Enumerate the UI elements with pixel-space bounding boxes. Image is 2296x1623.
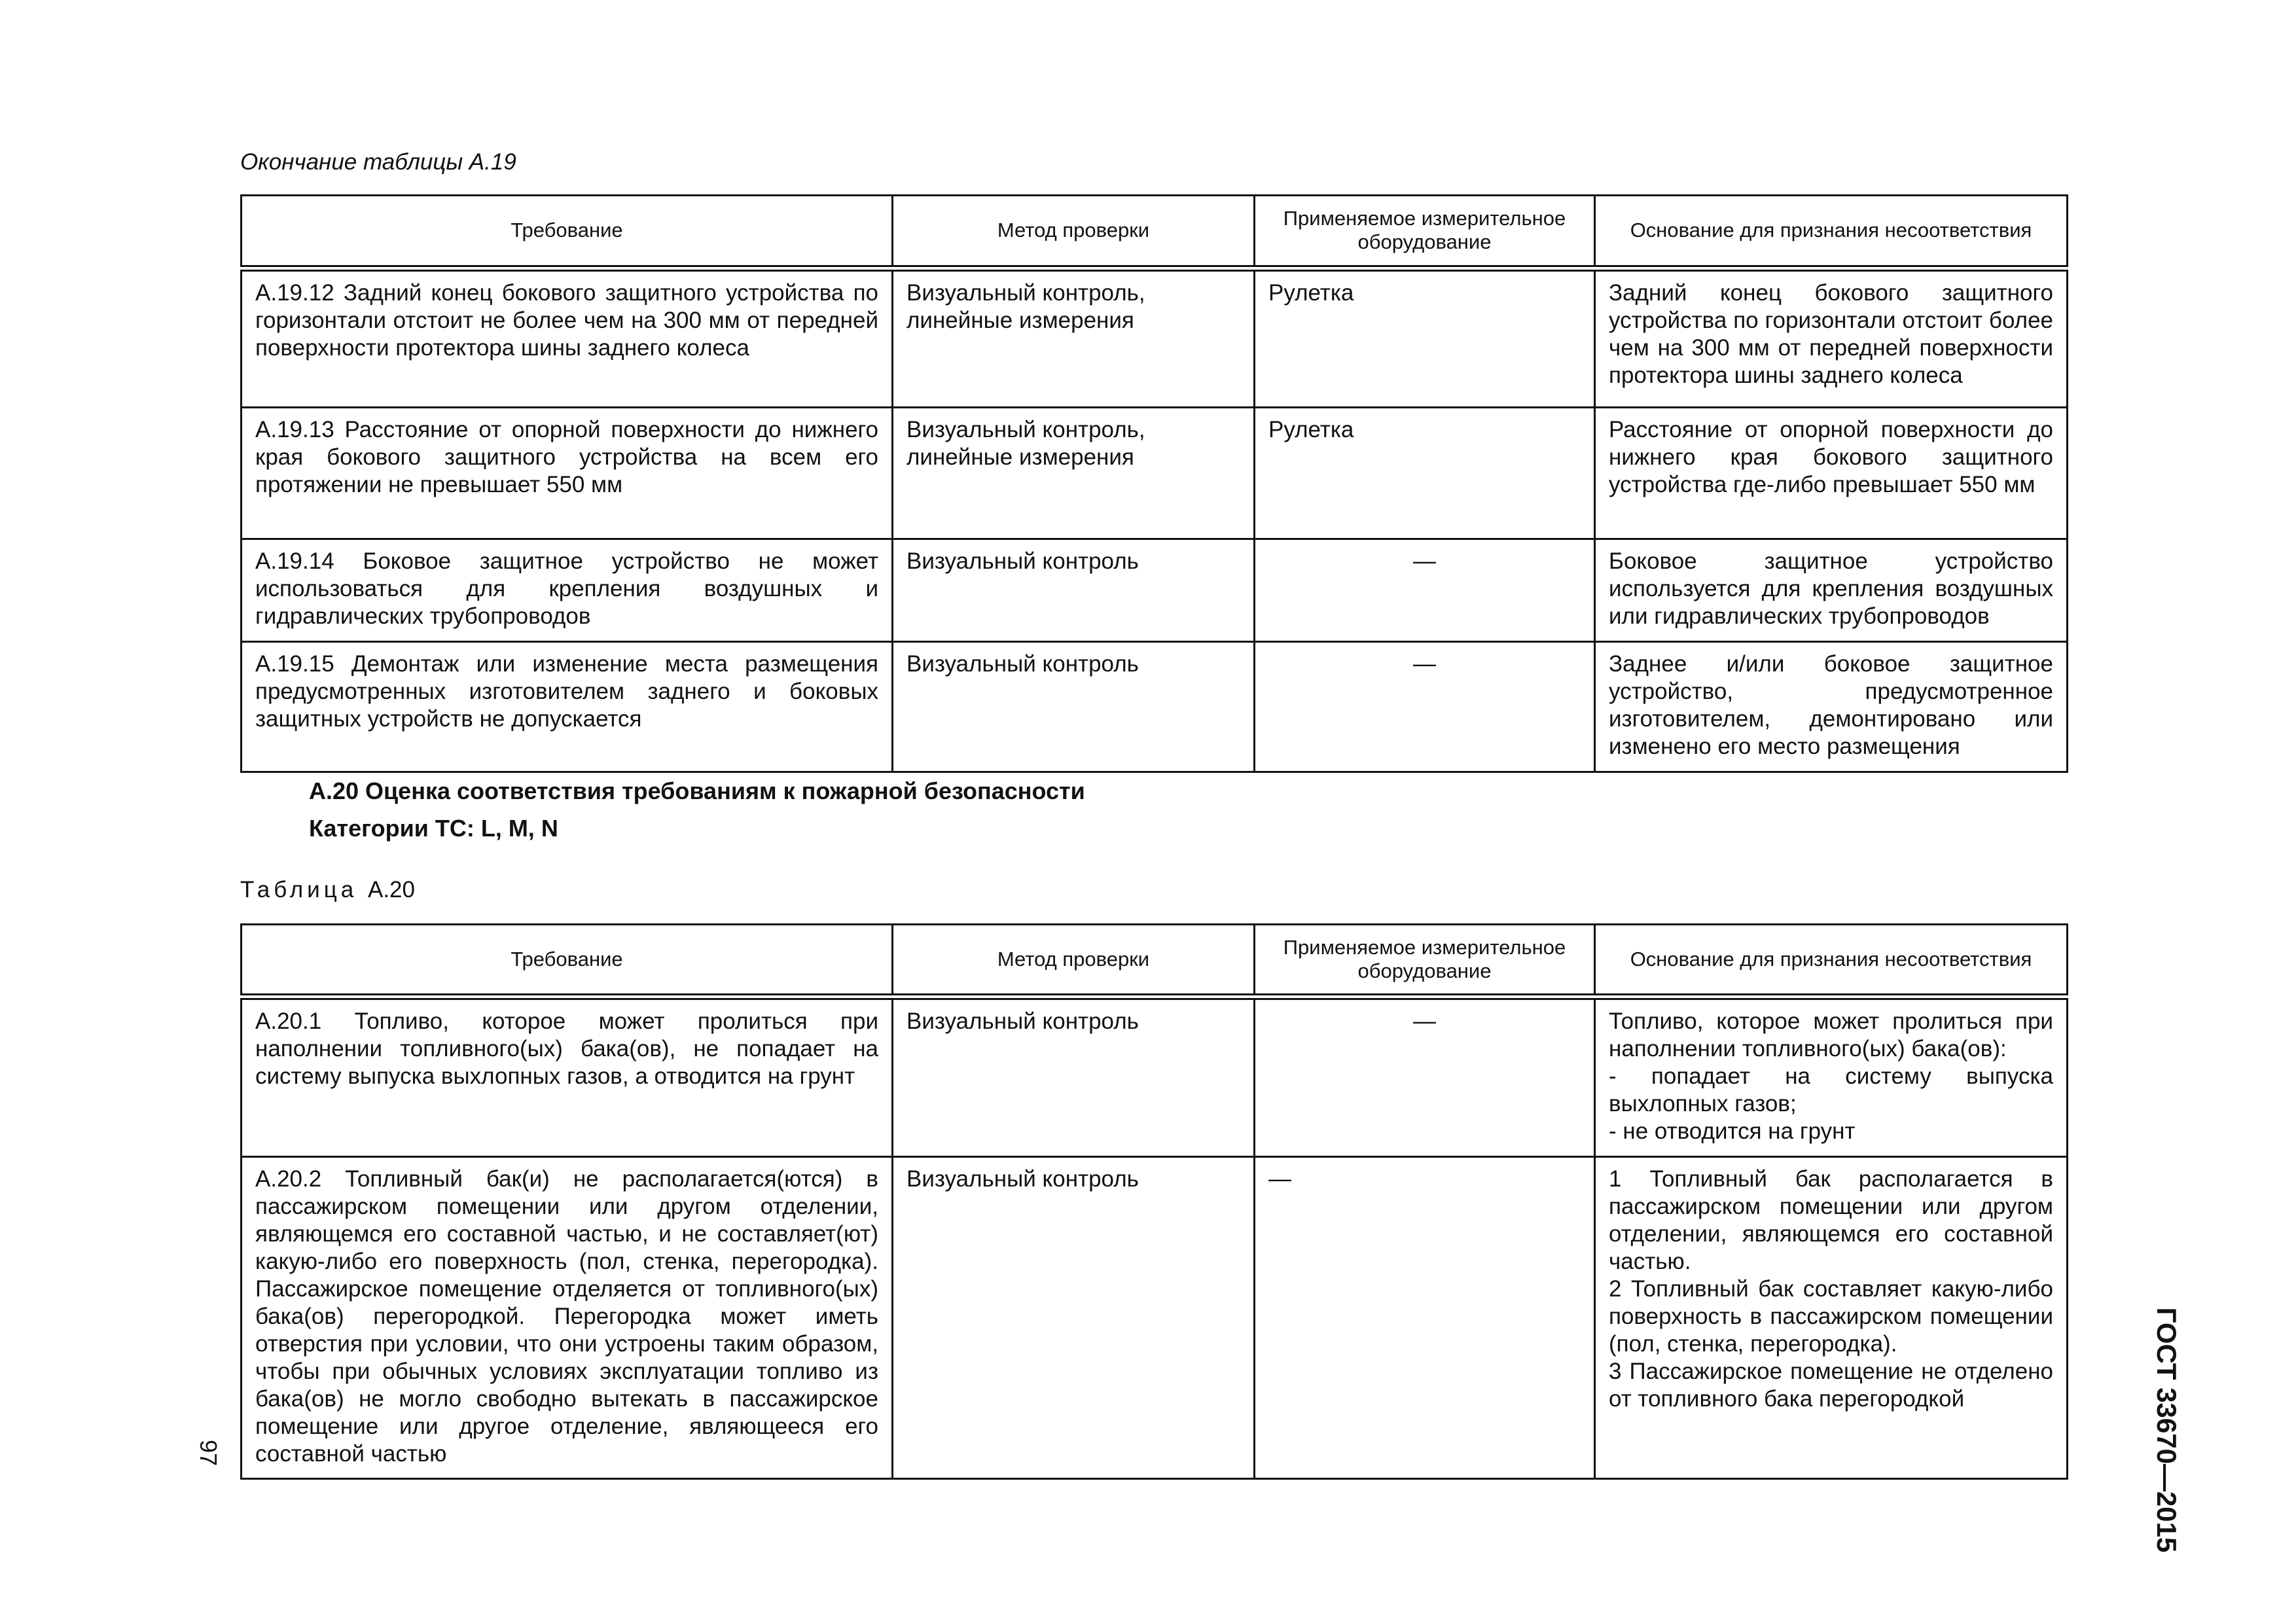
page-number: 97 (195, 1439, 222, 1467)
table-row (242, 539, 2068, 642)
cell-method: Визуальный контроль (893, 997, 1255, 1157)
section-categories: Категории ТС: L, M, N (309, 815, 558, 842)
header-method: Метод проверки (893, 925, 1255, 997)
cell-method: Визуальный контроль, линейные измерения (893, 408, 1255, 539)
cell-basis: Топливо, которое может пролиться при наполнении топливного(ых) бака(ов): - попадает на систему выпуска выхлопных газов; - не отводится на грунт (1595, 997, 2068, 1157)
table-row (242, 1157, 2068, 1479)
cell-method: Визуальный контроль (893, 1157, 1255, 1479)
table-row (242, 642, 2068, 772)
cell-basis: Задний конец бокового защитного устройства по горизонтали отстоит более чем на 300 мм от передней поверхности протектора шины заднего колеса (1595, 268, 2068, 408)
cell-method: Визуальный контроль (893, 539, 1255, 642)
cell-requirement: А.19.13 Расстояние от опорной поверхности до нижнего края бокового защитного устройства на всем его протяжении не превышает 550 мм (242, 408, 893, 539)
header-requirement: Требование (242, 925, 893, 997)
header-equipment: Применяемое измерительное оборудование (1255, 196, 1595, 268)
table-header-row (242, 196, 2068, 268)
header-method: Метод проверки (893, 196, 1255, 268)
cell-equipment: Рулетка (1255, 408, 1595, 539)
cell-equipment: — (1255, 997, 1595, 1157)
cell-basis: Боковое защитное устройство используется для крепления воздушных или гидравлических трубопроводов (1595, 539, 2068, 642)
cell-equipment: — (1255, 539, 1595, 642)
cell-equipment: — (1255, 1157, 1595, 1479)
header-requirement: Требование (242, 196, 893, 268)
table-row (242, 268, 2068, 408)
table-label-number: А.20 (367, 877, 415, 902)
cell-requirement: А.19.15 Демонтаж или изменение места размещения предусмотренных изготовителем заднего и боковых защитных устройств не допускается (242, 642, 893, 772)
header-basis: Основание для признания несоответствия (1595, 196, 2068, 268)
table-row (242, 997, 2068, 1157)
table-a19 (240, 194, 2068, 773)
table-header-row (242, 925, 2068, 997)
header-basis: Основание для признания несоответствия (1595, 925, 2068, 997)
cell-equipment: Рулетка (1255, 268, 1595, 408)
table-a20 (240, 923, 2068, 1480)
table-continuation-caption: Окончание таблицы А.19 (240, 149, 516, 175)
header-equipment: Применяемое измерительное оборудование (1255, 925, 1595, 997)
cell-requirement: А.20.2 Топливный бак(и) не располагается(ются) в пассажирском помещении или другом отделении, являющемся его составной частью, и не составляет(ют) какую-либо его поверхность (пол, стенка, перегородка). Пассажирское помещение отделяется от топливного(ых) бака(ов) перегородкой. Перегородка может иметь отверстия при условии, что они устроены таким образом, чтобы при обычных условиях эксплуатации топливо из бака(ов) не могло свободно вытекать в пассажирское помещение или другое отделение, являющееся его составной частью (242, 1157, 893, 1479)
table-row (242, 408, 2068, 539)
cell-requirement: А.19.12 Задний конец бокового защитного устройства по горизонтали отстоит не более чем на 300 мм от передней поверхности протектора шины заднего колеса (242, 268, 893, 408)
cell-equipment: — (1255, 642, 1595, 772)
cell-basis: Расстояние от опорной поверхности до нижнего края бокового защитного устройства где-либо превышает 550 мм (1595, 408, 2068, 539)
standard-designation: ГОСТ 33670—2015 (2151, 1307, 2182, 1553)
cell-basis: Заднее и/или боковое защитное устройство, предусмотренное изготовителем, демонтировано или изменено его место размещения (1595, 642, 2068, 772)
cell-requirement: А.20.1 Топливо, которое может пролиться при наполнении топливного(ых) бака(ов), не попадает на систему выпуска выхлопных газов, а отводится на грунт (242, 997, 893, 1157)
cell-basis: 1 Топливный бак располагается в пассажирском помещении или другом отделении, являющемся его составной частью. 2 Топливный бак составляет какую-либо поверхность в пассажирском помещении (пол, стенка, перегородка). 3 Пассажирское помещение не отделено от топливного бака перегородкой (1595, 1157, 2068, 1479)
section-title: А.20 Оценка соответствия требованиям к пожарной безопасности (309, 777, 1085, 804)
cell-method: Визуальный контроль, линейные измерения (893, 268, 1255, 408)
cell-method: Визуальный контроль (893, 642, 1255, 772)
table-label (240, 877, 415, 903)
table-label-word: Таблица (240, 877, 358, 902)
cell-requirement: А.19.14 Боковое защитное устройство не может использоваться для крепления воздушных и гидравлических трубопроводов (242, 539, 893, 642)
